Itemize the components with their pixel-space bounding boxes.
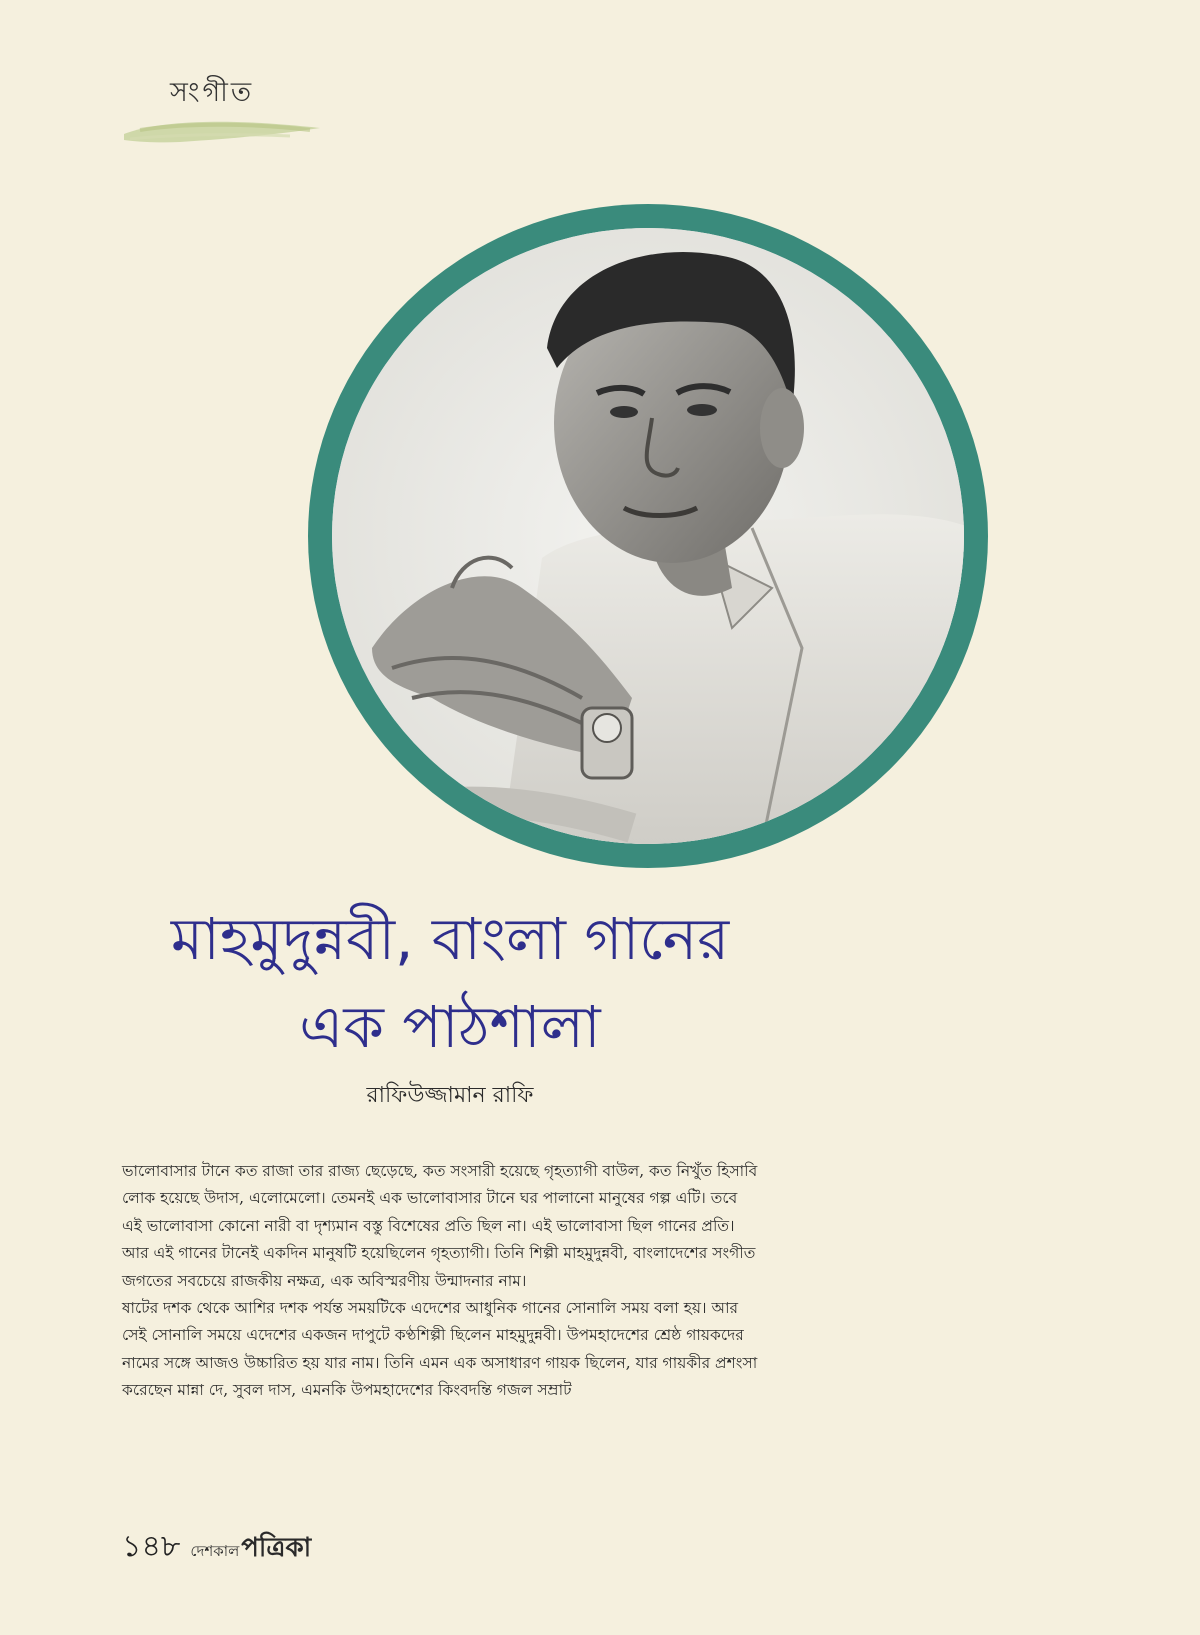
portrait-frame bbox=[308, 204, 988, 868]
section-tag bbox=[120, 68, 340, 158]
author-byline: রাফিউজ্জামান রাফি bbox=[366, 1083, 534, 1108]
paragraph: ষাটের দশক থেকে আশির দশক পর্যন্ত সময়টিকে এদেশের আধুনিক গানের সোনালি সময় বলা হয়। আর সেই সোনালি সময়ে এদেশের একজন দাপুটে কণ্ঠশিল্পী ছিলেন মাহমুদুন্নবী। উপমহাদেশের শ্রেষ্ঠ গায়কদের নামের সঙ্গে আজও উচ্চারিত হয় যার নাম। তিনি এমন এক অসাধারণ গায়ক ছিলেন, যার গায়কীর প্রশংসা করেছেন মান্না দে, সুবল দাস, এমনকি উপমহাদেশের কিংবদন্তি গজল সম্রাট bbox=[122, 1299, 758, 1400]
brush-stroke-decoration bbox=[120, 112, 330, 146]
article-body bbox=[122, 1158, 762, 1405]
page-footer bbox=[122, 1522, 311, 1562]
article-title bbox=[100, 895, 800, 1071]
paragraph: ভালোবাসার টানে কত রাজা তার রাজ্য ছেড়েছে, কত সংসারী হয়েছে গৃহত্যাগী বাউল, কত নিখুঁত হিসাবি লোক হয়েছে উদাস, এলোমেলো। তেমনই এক ভালোবাসার টানে ঘর পালানো মানুষের গল্প এটি। তবে এই ভালোবাসা কোনো নারী বা দৃশ্যমান বস্তু বিশেষের প্রতি ছিল না। এই ভালোবাসা ছিল গানের প্রতি। আর এই গানের টানেই একদিন মানুষটি হয়েছিলেন গৃহত্যাগী। তিনি শিল্পী মাহমুদুন্নবী, বাংলাদেশের সংগীত জগতের সবচেয়ে রাজকীয় নক্ষত্র, এক অবিস্মরণীয় উন্মাদনার নাম। bbox=[122, 1162, 758, 1290]
page-number: ১৪৮ bbox=[122, 1529, 181, 1564]
magazine-logo bbox=[190, 1527, 311, 1571]
title-line-2: এক পাঠশালা bbox=[299, 993, 601, 1061]
magazine-logo-small: দেশকাল bbox=[190, 1542, 240, 1560]
title-line-1: মাহমুদুন্নবী, বাংলা গানের bbox=[170, 905, 730, 973]
magazine-logo-big: পত্রিকা bbox=[241, 1533, 312, 1563]
portrait-photo bbox=[332, 228, 964, 844]
portrait-photo-icon bbox=[332, 228, 964, 844]
section-label: সংগীত bbox=[170, 77, 255, 108]
